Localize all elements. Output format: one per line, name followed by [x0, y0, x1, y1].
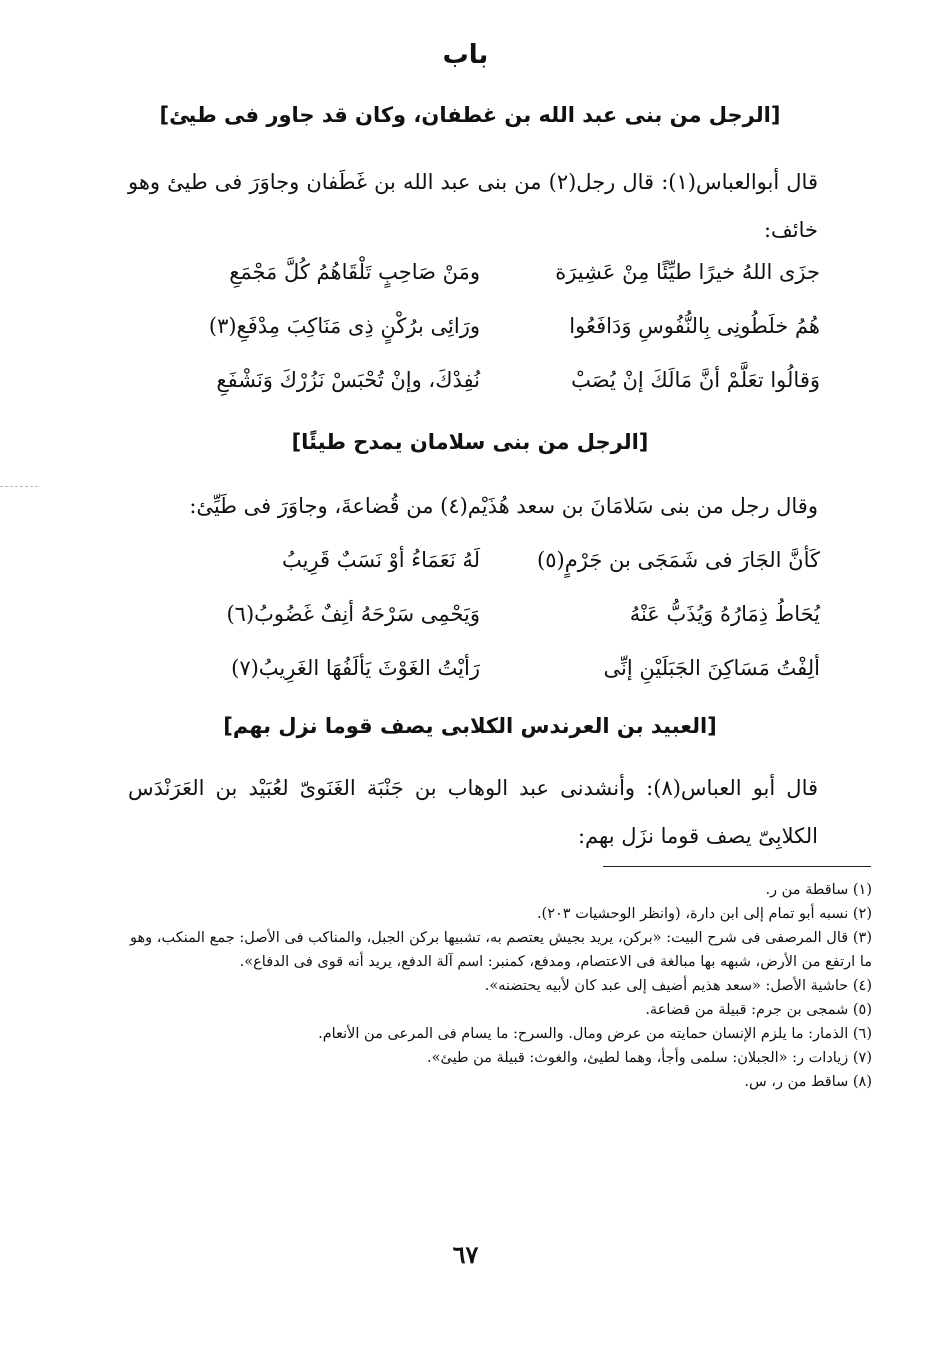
first-hemistich: هُمُ خلَطُونِى بِالنُّفُوسِ وَدَافَعُوا — [569, 314, 820, 338]
second-hemistich: نُفِدْكَ، وإنْ تُحْبَسْ نَزُرْكَ وَنَشْفَعِ — [216, 368, 480, 392]
verse-line — [150, 368, 820, 422]
verse-line — [150, 260, 820, 314]
poem-2 — [150, 548, 820, 710]
verse-line — [150, 656, 820, 710]
first-hemistich: كَأنَّ الجَارَ فى شَمَجَى بن جَرْمٍ(٥) — [537, 548, 820, 572]
section-intro-2: وقال رجل من بنى سَلامَانَ بن سعد هُذَيْم(٤) من قُضاعةَ، وجاوَرَ فى طَيِّئ: — [189, 494, 818, 518]
second-hemistich: وَيَحْمِى سَرْحَهُ أنِفٌ غَضُوبُ(٦) — [226, 602, 480, 626]
footnote-2: (٢) نسبه أبو تمام إلى ابن دارة، (وانظر الوحشيات ٢٠٣). — [536, 906, 872, 922]
section-intro-1: قال أبوالعباس(١): قال رجل(٢) من بنى عبد الله بن غَطَفان وجاوَرَ فى طيئ وهو خائف: — [128, 170, 818, 242]
verse-line — [150, 314, 820, 368]
section-title-2: [الرجل من بنى سلامان يمدح طيئًا] — [291, 430, 649, 454]
footnote-1: (١) ساقطة من ر. — [765, 882, 872, 898]
page-number: ٦٧ — [452, 1240, 479, 1269]
first-hemistich: جزَى اللهُ خيرًا طيِّئًا مِنْ عَشِيرَة — [555, 260, 820, 284]
footnote-6: (٦) الذمار: ما يلزم الإنسان حمايته من عرض ومال. والسرح: ما يسام فى المرعى من الأنعام. — [318, 1026, 872, 1042]
section-title-3: [العبيد بن العرندس الكلابى يصف قوما نزل بهم] — [223, 714, 717, 738]
margin-scan-mark — [0, 486, 38, 487]
footnote-7: (٧) زيادات ر: «الجبلان: سلمى وأجأ، وهما لطيئ، والغوث: قبيلة من طيئ». — [427, 1050, 872, 1066]
first-hemistich: ألِفْتُ مَسَاكِنَ الجَبَلَيْنِ إنِّى — [603, 656, 820, 680]
first-hemistich: يُحَاطُ ذِمَارُهُ وَيُذَبُّ عَنْهُ — [629, 602, 820, 626]
footnote-8: (٨) ساقط من ر، س. — [744, 1074, 872, 1090]
second-hemistich: رَأيْتُ الغَوْثَ يَألَفُهَا الغَرِيبُ(٧) — [231, 656, 480, 680]
footnotes — [130, 878, 872, 1094]
first-hemistich: وَقالُوا تعَلَّمْ أنَّ مَالَكَ إنْ يُصَبْ — [571, 368, 820, 392]
second-hemistich: لَهُ نَعَمَاءُ أوْ نَسَبٌ قَرِيبُ — [281, 548, 480, 572]
second-hemistich: ومَنْ صَاحِبٍ تَلْقَاهُمُ كُلَّ مَجْمَعِ — [229, 260, 480, 284]
verse-line — [150, 548, 820, 602]
section-title-1: [الرجل من بنى عبد الله بن غطفان، وكان قد جاور فى طيئ] — [159, 103, 781, 127]
footnote-4: (٤) حاشية الأصل: «سعد هذيم أضيف إلى عبد كان لأبيه يحتضنه». — [484, 978, 872, 994]
chapter-heading: باب — [442, 40, 489, 70]
footnote-3: (٣) قال المرصفى فى شرح البيت: «بركن، يريد بجيش يعتصم به، تشبيها بركن الجبل، والمناكب فى الأصل: جمع المنكب، وهو ما ارتفع من الأرض، شبهه بها مبالغة فى الاعتصام، ومدفع، كمنبر: اسم آلة الدفع، يريد أنه قوى فى الدفاع». — [130, 930, 872, 970]
poem-1 — [150, 260, 820, 422]
verse-line — [150, 602, 820, 656]
second-hemistich: ورَائِى برُكْنٍ ذِى مَنَاكِبَ مِدْفَعِ(٣) — [208, 314, 480, 338]
footnote-5: (٥) شمجى بن جرم: قبيلة من قضاعة. — [645, 1002, 872, 1018]
section-intro-3: قال أبو العباس(٨): وأنشدنى عبد الوهاب بن جَنْبَة الغَنَوىّ لعُبَيْد بن العَرَنْدَس الكلابِىّ يصف قوما نزَل بهم: — [128, 776, 819, 848]
footnote-separator — [603, 866, 871, 867]
